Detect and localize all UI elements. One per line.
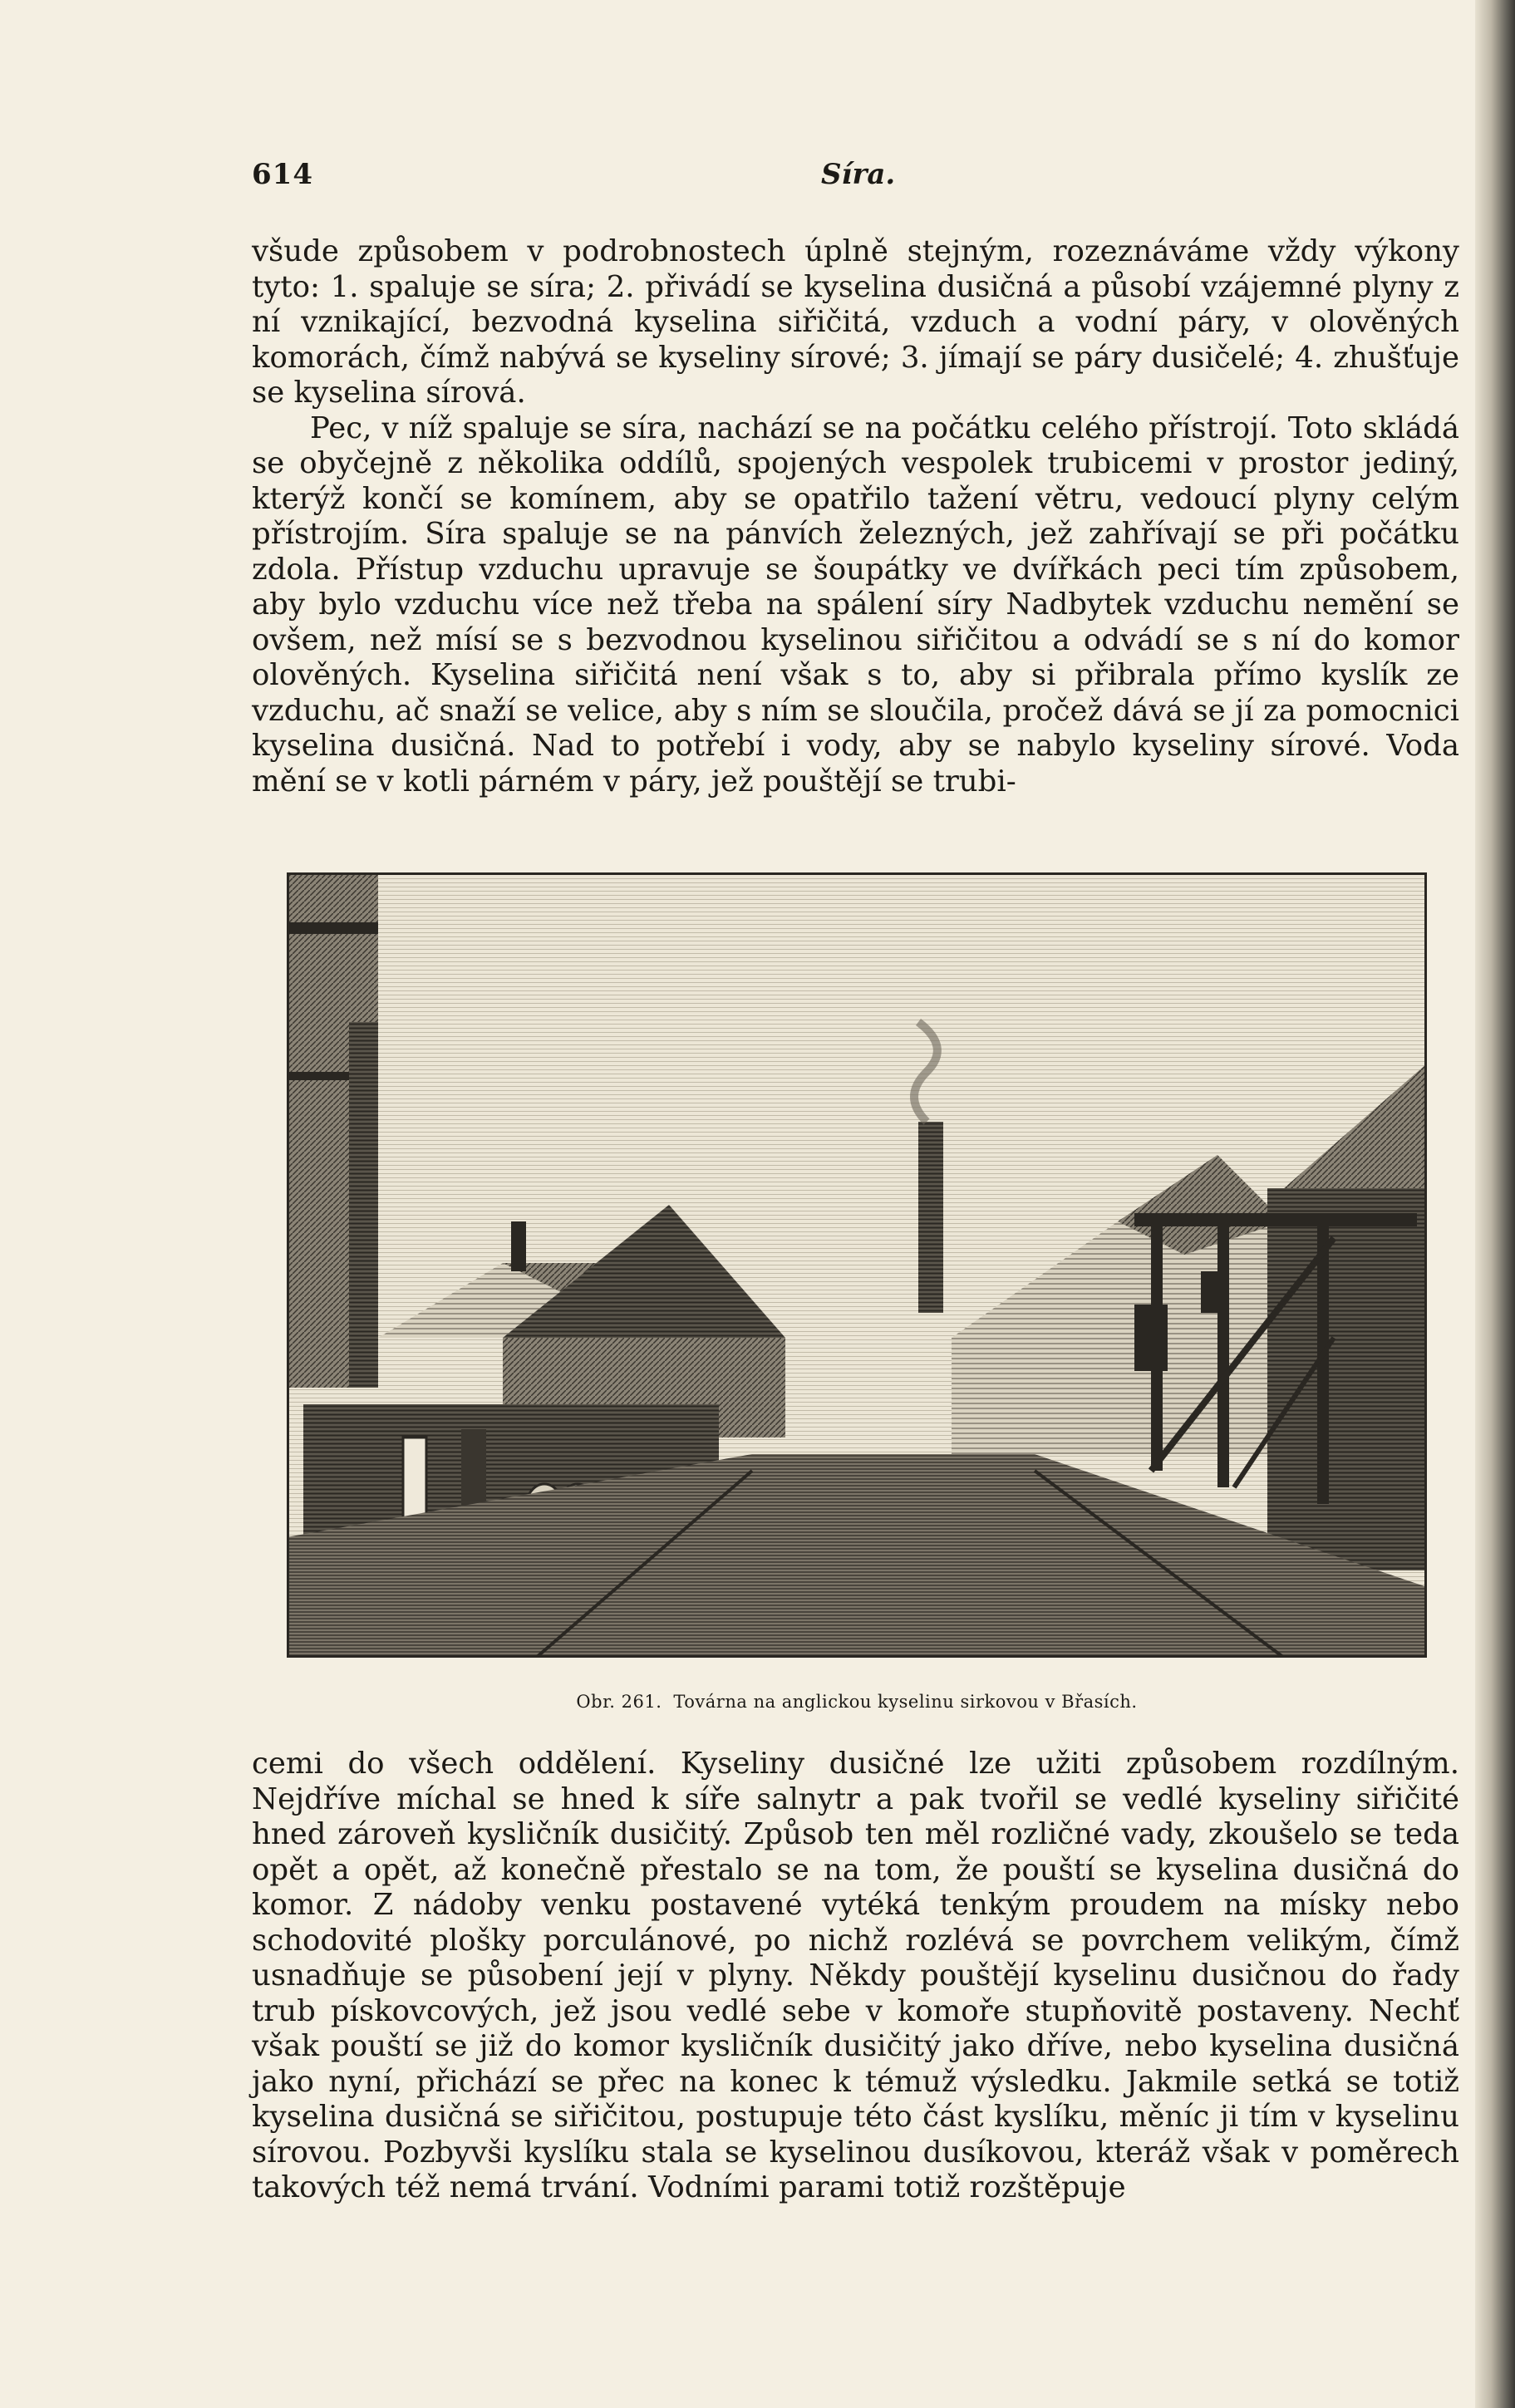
paragraph-3: cemi do všech oddělení. Kyseliny dusičné lze užiti způsobem rozdílným. Nejdříve míchal se hned k síře salnytr a pak tvořil se vedlé kyseliny siřičité hned zároveň kysličník dusičitý. Způsob ten měl rozličné vady, zkoušelo se teda opět a opět, až konečně přestalo se na tom, že pouští se kyselina dusičná do komor. Z nádoby venku postavené vytéká tenkým proudem na mísky nebo schodovité plošky porculánové, po nichž rozlévá se povrchem velikým, čímž usnadňuje se působení její v plyny. Někdy pouštějí kyselinu dusičnou do řady trub pískovcových, jež jsou vedlé sebe v komoře stupňovitě postaveny. Nechť však pouští se již do komor kysličník dusičitý jako dříve, nebo kyselina dusičná jako nyní, přichází se přec na konec k témuž výsledku. Jakmile setká se totiž kyselina dusičná se siřičitou, postupuje této část kyslíku, měníc ji tím v kyselinu sírovou. Pozbyvši kyslíku stala se kyselinou dusíkovou, kteráž však v poměrech takových též nemá trvání. Vodními parami totiž rozštěpuje (252, 1747, 1459, 2204)
page-header (252, 158, 1457, 199)
book-spine-shadow (1475, 0, 1515, 2408)
figure-caption (287, 1692, 1427, 1712)
paragraph-1: všude způsobem v podrobnostech úplně stejným, rozeznáváme vždy výkony tyto: 1. spaluje se síra; 2. přivádí se kyselina dusičná a působí vzájemné plyny z ní vznikající, bezvodná kyselina siřičitá, vzduch a vodní páry, v olověných komorách, čímž nabývá se kyseliny sírové; 3. jímají se páry dusičelé; 4. zhušťuje se kyselina sírová. (252, 234, 1459, 410)
running-title: Síra. (821, 158, 896, 191)
page-number: 614 (252, 158, 313, 191)
upper-text-block (252, 234, 1459, 799)
paragraph-2: Pec, v níž spaluje se síra, nachází se na počátku celého přístrojí. Toto skládá se obyčejně z několika oddílů, spojených vespolek trubicemi v prostor jediný, kterýž končí se komínem, aby se opatřilo tažení větru, vedoucí plyny celým přístrojím. Síra spaluje se na pánvích železných, jež zahřívají se při počátku zdola. Přístup vzduchu upravuje se šoupátky ve dvířkách peci tím způsobem, aby bylo vzduchu více než třeba na spálení síry Nadbytek vzduchu nemění se ovšem, než mísí se s bezvodnou kyselinou siřičitou a odvádí se s ní do komor olověných. Kyselina siřičitá není však s to, aby si přibrala přímo kyslík ze vzduchu, ač snaží se velice, aby s ním se sloučila, pročež dává se jí za pomocnici kyselina dusičná. Nad to potřebí i vody, aby se nabylo kyseliny sírové. Voda mění se v kotli párném v páry, jež pouštějí se trubi- (252, 410, 1459, 799)
figure-caption-text: Továrna na anglickou kyselinu sirkovou v Břasích. (673, 1692, 1138, 1712)
lower-text-block (252, 1747, 1459, 2206)
central-chimney (918, 1122, 943, 1313)
factory-engraving (287, 872, 1427, 1658)
figure-number: Obr. 261. (576, 1692, 662, 1712)
